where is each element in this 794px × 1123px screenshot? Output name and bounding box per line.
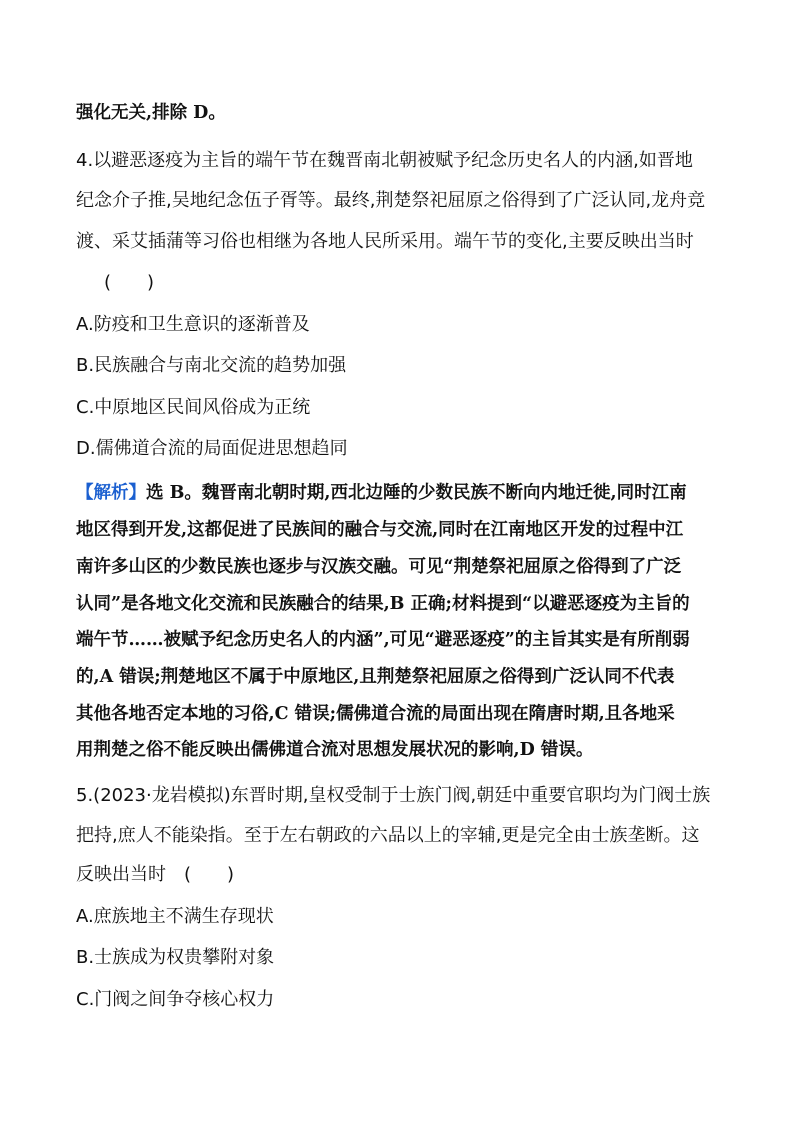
analysis-tag: 【解析】 — [76, 483, 146, 503]
analysis-line-4: 认同”是各地文化交流和民族融合的结果,B 正确;材料提到“以避恶逐疫为主旨的 — [76, 594, 690, 614]
question-4-option-b: B.民族融合与南北交流的趋势加强 — [76, 355, 347, 376]
question-4-stem-line-2: 纪念介子推,吴地纪念伍子胥等。最终,荆楚祭祀屈原之俗得到了广泛认同,龙舟竞 — [76, 190, 706, 211]
analysis-line-6: 的,A 错误;荆楚地区不属于中原地区,且荆楚祭祀屈原之俗得到广泛认同不代表 — [76, 667, 675, 687]
question-4-option-d: D.儒佛道合流的局面促进思想趋同 — [76, 438, 348, 459]
question-5-option-c: C.门阀之间争夺核心权力 — [76, 989, 275, 1010]
question-4-answer-blank: ( ) — [104, 272, 155, 293]
question-4-stem-line-1: 4.以避恶逐疫为主旨的端午节在魏晋南北朝被赋予纪念历史名人的内涵,如晋地 — [76, 150, 693, 171]
question-5-stem-line-1: 5.(2023·龙岩模拟)东晋时期,皇权受制于士族门阀,朝廷中重要官职均为门阀士族 — [76, 785, 711, 806]
analysis-line-8: 用荆楚之俗不能反映出儒佛道合流对思想发展状况的影响,D 错误。 — [76, 740, 594, 760]
question-5-option-a: A.庶族地主不满生存现状 — [76, 906, 274, 927]
analysis-line-1-text: 选 B。魏晋南北朝时期,西北边陲的少数民族不断向内地迁徙,同时江南 — [146, 483, 687, 503]
analysis-line-7: 其他各地否定本地的习俗,C 错误;儒佛道合流的局面出现在隋唐时期,且各地采 — [76, 704, 675, 724]
analysis-line-2: 地区得到开发,这都促进了民族间的融合与交流,同时在江南地区开发的过程中江 — [76, 520, 684, 540]
analysis-line-5: 端午节……被赋予纪念历史名人的内涵”,可见“避恶逐疫”的主旨其实是有所削弱 — [76, 630, 690, 650]
prev-analysis-end: 强化无关,排除 D。 — [76, 103, 226, 123]
analysis-line-1 — [76, 481, 736, 505]
question-5-option-b: B.士族成为权贵攀附对象 — [76, 947, 275, 968]
question-4-option-c: C.中原地区民间风俗成为正统 — [76, 397, 311, 418]
question-5-stem-line-3: 反映出当时 ( ) — [76, 864, 235, 885]
question-4-stem-line-3: 渡、采艾插蒲等习俗也相继为各地人民所采用。端午节的变化,主要反映出当时 — [76, 231, 694, 252]
question-4-option-a: A.防疫和卫生意识的逐渐普及 — [76, 314, 310, 335]
analysis-line-3: 南许多山区的少数民族也逐步与汉族交融。可见“荆楚祭祀屈原之俗得到了广泛 — [76, 557, 682, 577]
question-5-stem-line-2: 把持,庶人不能染指。至于左右朝政的六品以上的宰辅,更是完全由士族垄断。这 — [76, 825, 700, 846]
